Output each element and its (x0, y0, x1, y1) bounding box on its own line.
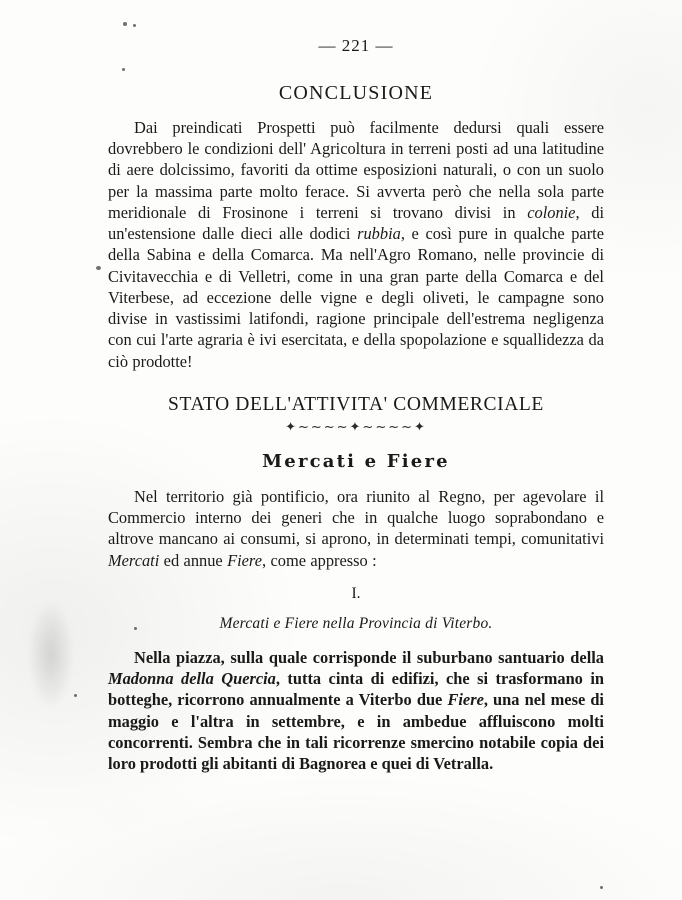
subtitle-provincia-viterbo: Mercati e Fiere nella Provincia di Viterbo. (219, 614, 493, 632)
heading-mercati-e-fiere: Mercati e Fiere (262, 450, 450, 472)
paragraph-conclusione: Dai preindicati Prospetti può facilmente dedursi quali essere dovrebbero le condizioni dell' Agricoltura in terreni posti ad una latitudine di aere dolcissimo, favoriti da ottime esposizioni naturali, o con un suolo per la massima parte molto ferace. Si avverta però che nella sola parte meridionale di Frosinone i terreni si trovano divisi in colonie, di un'estensione dalle dieci alle dodici rubbia, e così pure in qualche parte della Sabina e della Comarca. Ma nell'Agro Romano, nelle provincie di Civitavecchia e di Velletri, come in una gran parte della Comarca e del Viterbese, ad eccezione delle vigne e degli oliveti, le campagne sono divise in vastissimi latifondi, ragione principale dell'estrema negligenza con cui l'arte agraria è ivi esercitata, e della spopolazione e squallidezza da ciò prodotte! (108, 118, 604, 371)
paragraph-viterbo: Nella piazza, sulla quale corrisponde il suburbano santuario della Madonna della Quercia, tutta cinta di edifizi, che si trasformano in botteghe, ricorrono annualmente a Viterbo due Fiere, una nel mese di maggio e l'altra in settembre, e in ambedue affluiscono molti concorrenti. Sembra che in tali ricorrenze smercino notabile copia dei loro prodotti gli abitanti di Bagnorea e quei di Vetralla. (108, 647, 604, 774)
roman-numeral-one: I. (351, 584, 361, 602)
ink-speck (600, 886, 603, 889)
page-smudge (28, 600, 74, 710)
ink-speck (74, 694, 77, 697)
ink-speck (96, 266, 101, 270)
section-title-conclusione: CONCLUSIONE (278, 82, 434, 104)
heading-stato-attivita-commerciale: STATO DELL'ATTIVITA' COMMERCIALE (168, 393, 544, 415)
ornament-divider: ✦~~~~✦~~~~✦ (285, 419, 427, 435)
page-number: — 221 — (318, 36, 394, 55)
paragraph-mercati-intro: Nel territorio già pontificio, ora riunito al Regno, per agevolare il Commercio interno dei generi che in qualche luogo soprabondano e altrove mancano ai consumi, si aprono, in determinati tempi, comunitativi Mercati ed annue Fiere, come appresso : (108, 486, 604, 570)
page-text-column (108, 0, 604, 775)
